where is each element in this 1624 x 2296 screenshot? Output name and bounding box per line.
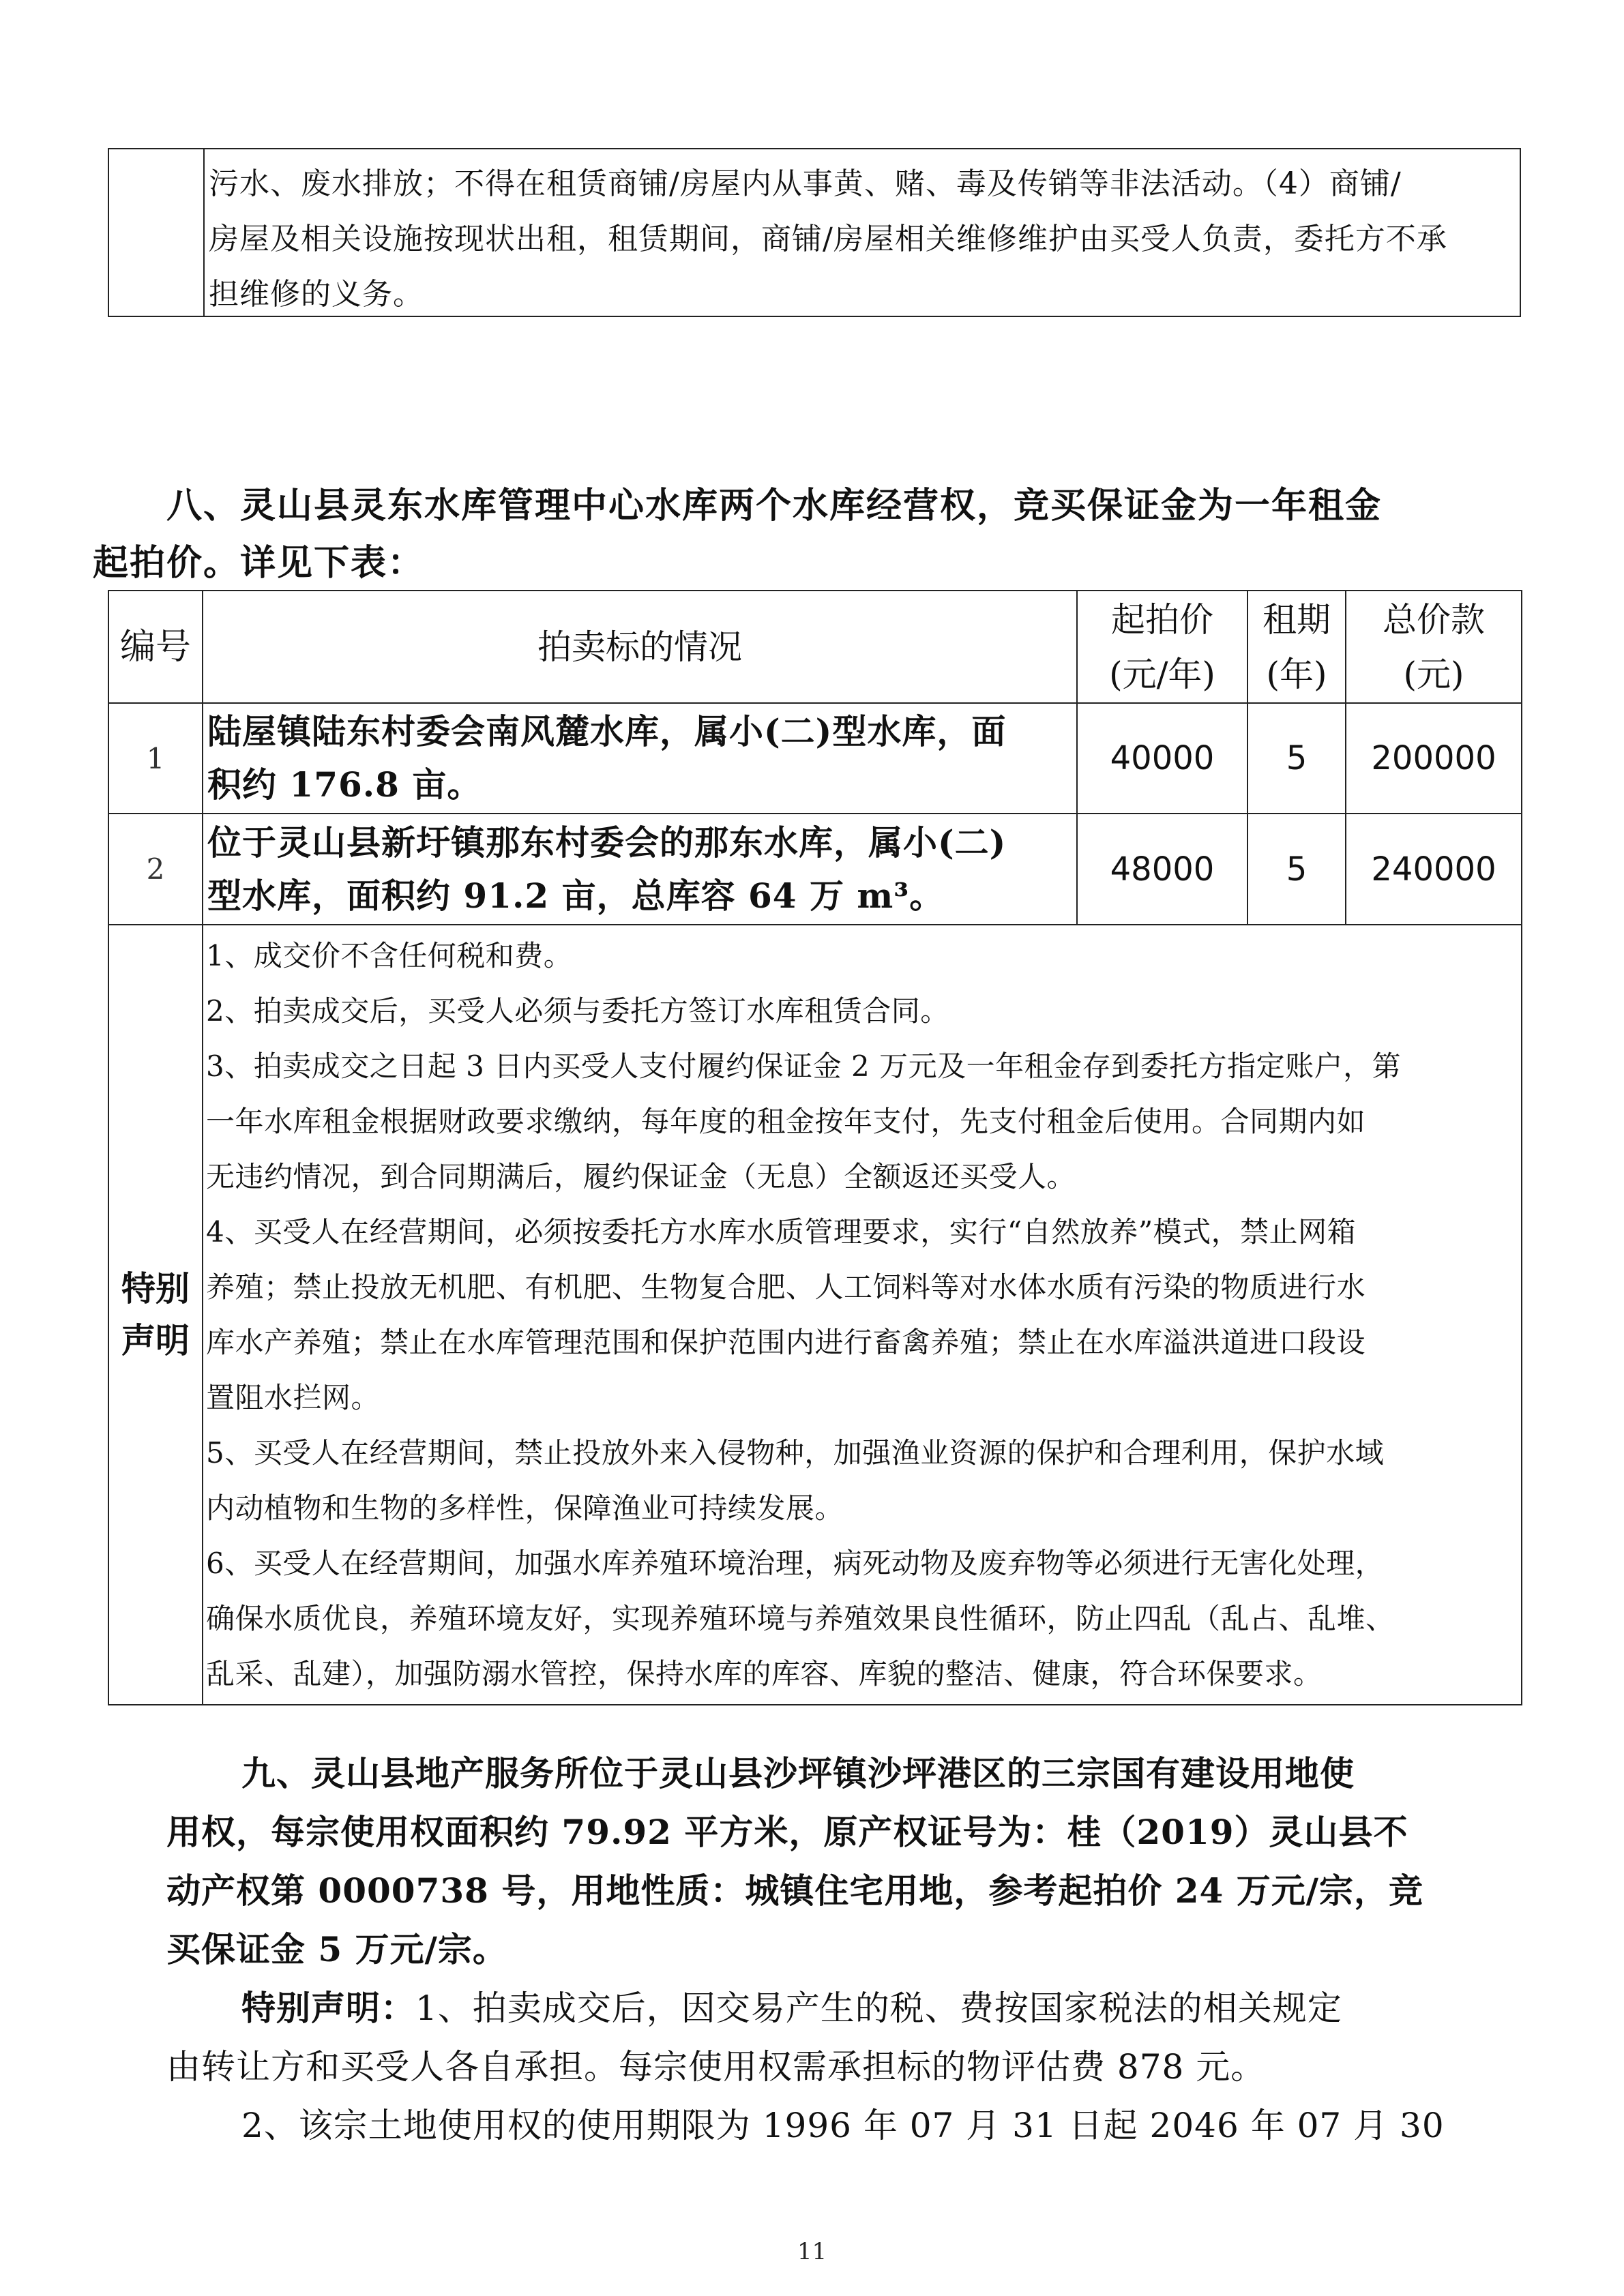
special-line: 3、拍卖成交之日起 3 日内买受人支付履约保证金 2 万元及一年租金存到委托方指定账户，第 [206,1049,1402,1083]
row-no: 2 [108,814,203,925]
auction-table [108,590,1522,1705]
special-line: 乱采、乱建），加强防溺水管控，保持水库的库容、库貌的整洁、健康，符合环保要求。 [206,1657,1323,1690]
page-number: 11 [797,2238,827,2265]
section-9-special-label: 特别声明： [241,1988,415,2028]
section-9-heading-line: 动产权第 0000738 号，用地性质：城镇住宅用地，参考起拍价 24 万元/宗，竞 [166,1870,1423,1911]
row-desc-line: 积约 176.8 亩。 [207,764,482,805]
continued-table-label-cell [109,149,205,316]
special-line: 4、买受人在经营期间，必须按委托方水库水质管理要求，实行“自然放养”模式，禁止网箱 [206,1215,1357,1249]
table-row [108,814,1522,925]
row-term: 5 [1247,703,1346,814]
row-no: 1 [108,703,203,814]
header-no: 编号 [108,591,203,703]
section-9 [166,1744,1524,2155]
section-8-heading [93,477,1383,592]
special-line: 1、成交价不含任何税和费。 [206,939,573,972]
section-9-special-line [241,1979,1524,2038]
special-label-line: 声明 [121,1320,190,1360]
special-line: 无违约情况，到合同期满后，履约保证金（无息）全额返还买受人。 [206,1160,1076,1193]
continued-text-line: 房屋及相关设施按现状出租，租赁期间，商铺/房屋相关维修维护由买受人负责，委托方不承 [209,222,1447,256]
continued-text-line: 担维修的义务。 [209,277,424,312]
section-9-special-text: 1、拍卖成交后，因交易产生的税、费按国家税法的相关规定 [415,1988,1342,2028]
special-line: 2、拍卖成交后，买受人必须与委托方签订水库租赁合同。 [206,994,949,1028]
row-start-price: 40000 [1077,703,1247,814]
continued-table-text-cell [205,149,1520,316]
row-desc [203,703,1077,814]
section-9-special-line: 由转让方和买受人各自承担。每宗使用权需承担标的物评估费 878 元。 [166,2047,1266,2087]
row-total: 240000 [1346,814,1522,925]
header-term [1247,591,1346,703]
row-desc-line: 陆屋镇陆东村委会南风麓水库，属小(二)型水库，面 [207,711,1007,751]
section-9-heading-line: 九、灵山县地产服务所位于灵山县沙坪镇沙坪港区的三宗国有建设用地使 [241,1753,1355,1793]
special-label-line: 特别 [121,1268,190,1309]
section-9-heading-line: 买保证金 5 万元/宗。 [166,1929,507,1969]
header-term-line2: (年) [1266,654,1327,694]
row-total: 200000 [1346,703,1522,814]
continued-table [108,148,1521,317]
special-statement-body [203,925,1522,1705]
row-desc-line: 位于灵山县新圩镇那东村委会的那东水库，属小(二) [207,822,1007,863]
section-8-heading-line: 起拍价。详见下表： [93,542,425,584]
special-line: 库水产养殖；禁止在水库管理范围和保护范围内进行畜禽养殖；禁止在水库溢洪道进口段设 [206,1326,1366,1359]
continued-text-line: 污水、废水排放；不得在租赁商铺/房屋内从事黄、赌、毒及传销等非法活动。（4）商铺/ [209,166,1402,201]
special-statement-label [108,925,203,1705]
header-term-line1: 租期 [1263,599,1331,640]
header-start-price [1077,591,1247,703]
section-9-special-line: 2、该宗土地使用权的使用期限为 1996 年 07 月 31 日起 2046 年 07 月 30 [241,2106,1445,2145]
special-line: 养殖；禁止投放无机肥、有机肥、生物复合肥、人工饲料等对水体水质有污染的物质进行水 [206,1270,1366,1304]
row-term: 5 [1247,814,1346,925]
special-line: 内动植物和生物的多样性，保障渔业可持续发展。 [206,1491,844,1525]
table-header-row [108,591,1522,703]
row-start-price: 48000 [1077,814,1247,925]
special-line: 5、买受人在经营期间，禁止投放外来入侵物种，加强渔业资源的保护和合理利用，保护水域 [206,1436,1385,1470]
section-8-heading-line: 八、灵山县灵东水库管理中心水库两个水库经营权，竞买保证金为一年租金 [166,485,1383,526]
special-line: 确保水质优良，养殖环境友好，实现养殖环境与养殖效果良性循环，防止四乱（乱占、乱堆、 [206,1602,1395,1635]
header-start-price-line2: (元/年) [1109,654,1215,694]
special-line: 6、买受人在经营期间，加强水库养殖环境治理，病死动物及废弃物等必须进行无害化处理， [206,1547,1385,1580]
header-total [1346,591,1522,703]
special-line: 置阻水拦网。 [206,1381,381,1414]
header-desc: 拍卖标的情况 [203,591,1077,703]
table-row [108,703,1522,814]
row-desc-line: 型水库，面积约 91.2 亩，总库容 64 万 m³。 [207,875,945,916]
section-9-heading-line: 用权，每宗使用权面积约 79.92 平方米，原产权证号为：桂（2019）灵山县不 [166,1812,1408,1852]
special-statement-row [108,925,1522,1705]
header-start-price-line1: 起拍价 [1111,599,1213,640]
header-total-line1: 总价款 [1383,599,1485,640]
row-desc [203,814,1077,925]
header-total-line2: (元) [1403,654,1464,694]
special-line: 一年水库租金根据财政要求缴纳，每年度的租金按年支付，先支付租金后使用。合同期内如 [206,1105,1366,1138]
